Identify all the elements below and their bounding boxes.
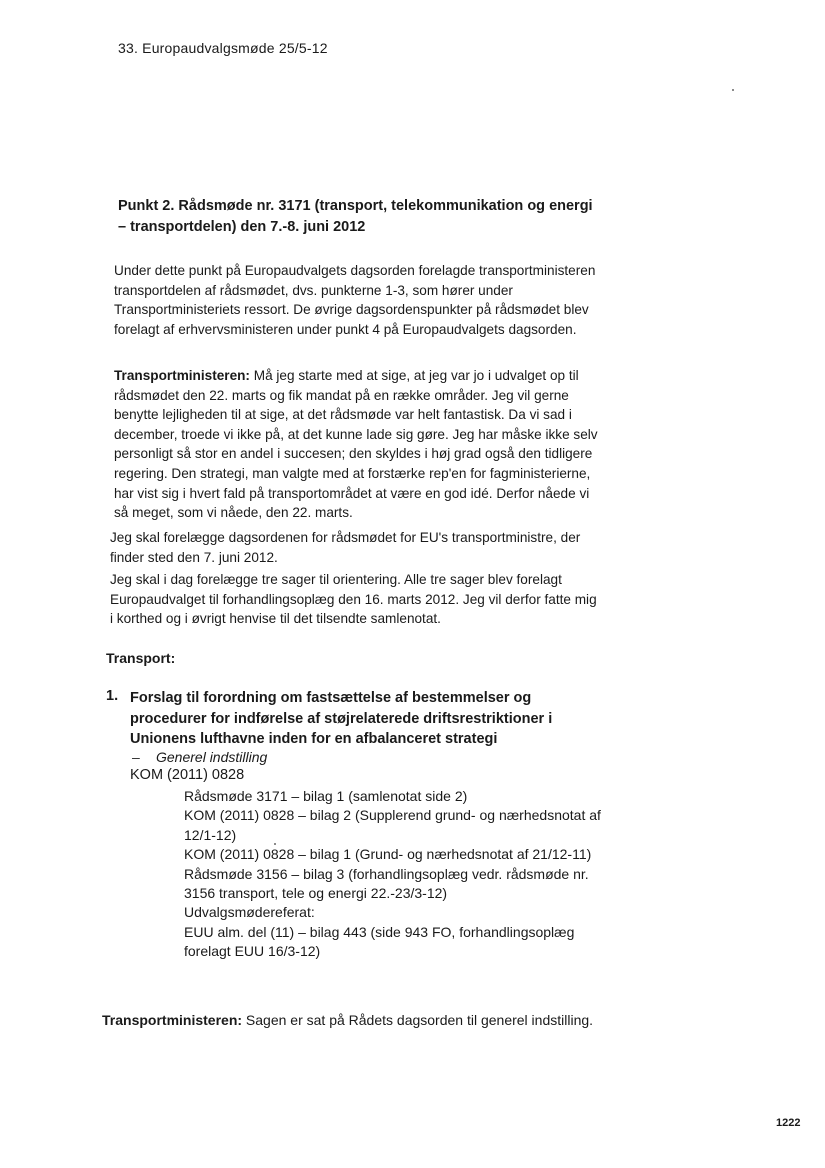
reference-list xyxy=(184,787,604,962)
speaker-label: Transportministeren: xyxy=(102,1012,243,1028)
speech-paragraph-2 xyxy=(102,1012,662,1028)
scan-speck xyxy=(274,843,276,845)
item-number: 1. xyxy=(106,688,119,704)
reference-item: EUU alm. del (11) – bilag 443 (side 943 FO, forhandlingsoplæg forelagt EUU 16/3-12) xyxy=(184,923,575,960)
subtitle-text: Generel indstilling xyxy=(156,749,268,765)
scan-speck xyxy=(732,89,734,91)
subtitle-dash: – xyxy=(132,749,140,765)
document-header: 33. Europaudvalgsmøde 25/5-12 xyxy=(118,40,328,56)
page-number: 1222 xyxy=(776,1117,801,1129)
reference-item: Udvalgsmødereferat: xyxy=(184,904,315,921)
reference-item: KOM (2011) 0828 – bilag 1 (Grund- og nærhedsnotat af 21/12-11) xyxy=(184,846,592,863)
agenda-paragraph: Jeg skal forelægge dagsordenen for rådsmødet for EU's transportministre, der finder sted den 7. juni 2012. xyxy=(110,530,581,565)
orientation-paragraph: Jeg skal i dag forelægge tre sager til orientering. Alle tre sager blev forelagt Europaudvalget til forhandlingsoplæg den 16. marts 2012. Jeg vil derfor fatte mig i korthed og i øvrigt henvise til det tilsendte samlenotat. xyxy=(110,572,597,627)
transport-section-label: Transport: xyxy=(106,650,176,666)
speaker-label: Transportministeren: xyxy=(114,368,250,383)
kom-reference: KOM (2011) 0828 xyxy=(130,767,245,783)
speech-paragraph-1 xyxy=(114,366,604,523)
reference-item: KOM (2011) 0828 – bilag 2 (Supplerend grund- og nærhedsnotat af 12/1-12) xyxy=(184,807,601,843)
section-heading: Punkt 2. Rådsmøde nr. 3171 (transport, telekommunikation og energi – transportdelen) den 7.-8. juni 2012 xyxy=(118,198,593,235)
item-subtitle xyxy=(132,749,267,765)
speech-text: Sagen er sat på Rådets dagsorden til generel indstilling. xyxy=(245,1012,594,1028)
reference-item: Rådsmøde 3156 – bilag 3 (forhandlingsoplæg vedr. rådsmøde nr. 3156 transport, tele og energi 22.-23/3-12) xyxy=(184,865,589,902)
speech-text: Må jeg starte med at sige, at jeg var jo i udvalget op til rådsmødet den 22. marts og fik mandat på en række områder. Jeg vil gerne benytte lejligheden til at sige, at det rådsmøde var helt fantastisk. Da vi sad i december, troede vi ikke på, at det kunne lade sig gøre. Jeg har måske ikke selv personligt så stor en andel i succesen; den skyldes i høj grad også den tidligere regering. Den strategi, man valgte med at forstærke rep'en for fagministerierne, har vist sig i hvert fald på transportområdet at være en god idé. Derfor nåede vi så meget, som vi nåede, den 22. marts. xyxy=(114,368,598,521)
item-title: Forslag til forordning om fastsættelse af bestemmelser og procedurer for indførelse af støjrelaterede driftsrestriktioner i Unionens lufthavne inden for en afbalanceret strategi xyxy=(130,690,553,747)
reference-item: Rådsmøde 3171 – bilag 1 (samlenotat side 2) xyxy=(184,788,468,804)
intro-paragraph: Under dette punkt på Europaudvalgets dagsorden forelagde transportministeren transportdelen af rådsmødet, dvs. punkterne 1-3, som hører under Transportministeriets ressort. De øvrige dagsordenspunkter på rådsmødet blev forelagt af erhvervsministeren under punkt 4 på Europaudvalgets dagsorden. xyxy=(114,263,596,337)
